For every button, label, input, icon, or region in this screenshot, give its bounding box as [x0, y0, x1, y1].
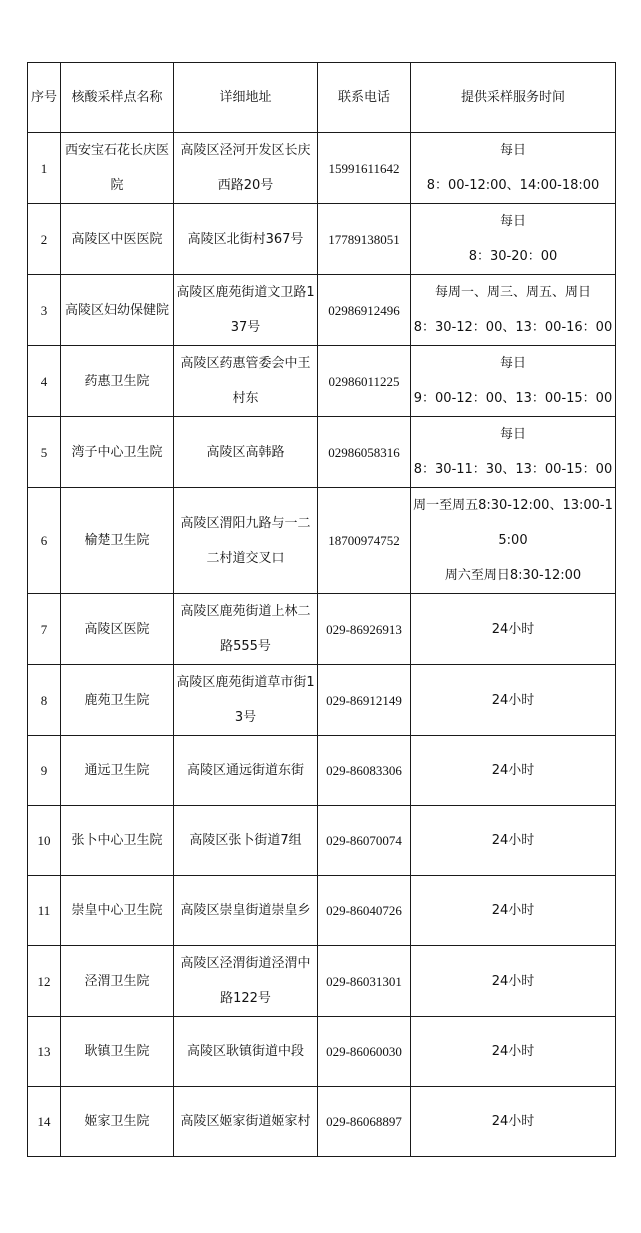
site-address: 高陵区渭阳九路与一二二村道交叉口	[174, 488, 318, 594]
row-seq: 6	[28, 488, 61, 594]
service-time	[411, 204, 616, 275]
site-phone: 02986058316	[318, 417, 411, 488]
service-time-line: 8：30-11：30、13：00-15：00	[413, 462, 613, 477]
table-row	[28, 275, 616, 346]
row-seq: 9	[28, 736, 61, 806]
site-name: 西安宝石花长庆医院	[61, 133, 174, 204]
table-row	[28, 204, 616, 275]
row-seq: 13	[28, 1017, 61, 1087]
header-service-time: 提供采样服务时间	[411, 63, 616, 133]
sampling-sites-table	[27, 62, 616, 1157]
service-time-line: 9：00-12：00、13：00-15：00	[413, 391, 613, 406]
service-time	[411, 417, 616, 488]
site-name: 姬家卫生院	[61, 1087, 174, 1157]
service-time-line: 每日	[499, 356, 526, 371]
site-phone: 029-86060030	[318, 1017, 411, 1087]
header-phone: 联系电话	[318, 63, 411, 133]
row-seq: 12	[28, 946, 61, 1017]
site-address: 高陵区崇皇街道崇皇乡	[174, 876, 318, 946]
service-time-line: 每日	[499, 214, 526, 229]
table-row	[28, 346, 616, 417]
table-header	[28, 63, 616, 133]
service-time	[411, 346, 616, 417]
site-phone: 15991611642	[318, 133, 411, 204]
service-time-line: 24小时	[491, 903, 535, 918]
table-row	[28, 1087, 616, 1157]
service-time-line: 8：00-12:00、14:00-18:00	[426, 178, 600, 193]
service-time-line: 8：30-20：00	[468, 249, 558, 264]
row-seq: 4	[28, 346, 61, 417]
row-seq: 10	[28, 806, 61, 876]
site-phone: 029-86068897	[318, 1087, 411, 1157]
table-row	[28, 665, 616, 736]
site-phone: 029-86926913	[318, 594, 411, 665]
service-time	[411, 946, 616, 1017]
site-name: 高陵区中医医院	[61, 204, 174, 275]
service-time	[411, 275, 616, 346]
site-address: 高陵区药惠管委会中王村东	[174, 346, 318, 417]
service-time-line: 每日	[499, 427, 526, 442]
row-seq: 14	[28, 1087, 61, 1157]
service-time-line: 24小时	[491, 621, 535, 637]
row-seq: 8	[28, 665, 61, 736]
service-time-line: 每周一、周三、周五、周日	[434, 285, 591, 300]
service-time	[411, 736, 616, 806]
site-phone: 029-86083306	[318, 736, 411, 806]
service-time-line: 24小时	[491, 1044, 535, 1059]
header-address: 详细地址	[174, 63, 318, 133]
site-phone: 02986011225	[318, 346, 411, 417]
service-time-line: 每日	[499, 143, 526, 158]
header-row	[28, 63, 616, 133]
site-phone: 17789138051	[318, 204, 411, 275]
site-phone: 02986912496	[318, 275, 411, 346]
site-phone: 029-86912149	[318, 665, 411, 736]
row-seq: 11	[28, 876, 61, 946]
site-name: 张卜中心卫生院	[61, 806, 174, 876]
site-address: 高陵区泾渭街道泾渭中路122号	[174, 946, 318, 1017]
service-time-line: 24小时	[491, 763, 535, 778]
table-row	[28, 1017, 616, 1087]
site-name: 崇皇中心卫生院	[61, 876, 174, 946]
table-row	[28, 594, 616, 665]
row-seq: 2	[28, 204, 61, 275]
site-phone: 029-86070074	[318, 806, 411, 876]
service-time	[411, 133, 616, 204]
site-address: 高陵区北街村367号	[174, 204, 318, 275]
table-body	[28, 133, 616, 1157]
site-address: 高陵区泾河开发区长庆西路20号	[174, 133, 318, 204]
header-seq: 序号	[28, 63, 61, 133]
service-time-line: 24小时	[491, 692, 535, 708]
table-row	[28, 806, 616, 876]
site-name: 通远卫生院	[61, 736, 174, 806]
service-time	[411, 488, 616, 594]
site-address: 高陵区通远街道东街	[174, 736, 318, 806]
site-phone: 18700974752	[318, 488, 411, 594]
row-seq: 3	[28, 275, 61, 346]
row-seq: 5	[28, 417, 61, 488]
table-row	[28, 946, 616, 1017]
site-phone: 029-86031301	[318, 946, 411, 1017]
site-address: 高陵区姬家街道姬家村	[174, 1087, 318, 1157]
site-phone: 029-86040726	[318, 876, 411, 946]
service-time-line: 24小时	[491, 973, 535, 989]
site-address: 高陵区张卜街道7组	[174, 806, 318, 876]
table-row	[28, 417, 616, 488]
row-seq: 7	[28, 594, 61, 665]
table-row	[28, 488, 616, 594]
table-row	[28, 876, 616, 946]
site-name: 湾子中心卫生院	[61, 417, 174, 488]
site-address: 高陵区鹿苑街道文卫路137号	[174, 275, 318, 346]
site-name: 药惠卫生院	[61, 346, 174, 417]
site-address: 高陵区耿镇街道中段	[174, 1017, 318, 1087]
site-name: 高陵区妇幼保健院	[61, 275, 174, 346]
site-address: 高陵区鹿苑街道草市街13号	[174, 665, 318, 736]
site-name: 榆楚卫生院	[61, 488, 174, 594]
service-time	[411, 1017, 616, 1087]
service-time-line: 24小时	[491, 833, 535, 848]
site-name: 高陵区医院	[61, 594, 174, 665]
service-time-line: 周六至周日8:30-12:00	[444, 568, 582, 583]
header-name: 核酸采样点名称	[61, 63, 174, 133]
site-address: 高陵区高韩路	[174, 417, 318, 488]
service-time-line: 8：30-12：00、13：00-16：00	[413, 320, 613, 335]
table-row	[28, 133, 616, 204]
service-time	[411, 806, 616, 876]
site-name: 鹿苑卫生院	[61, 665, 174, 736]
service-time-line: 周一至周五8:30-12:00、13:00-15:00	[413, 498, 613, 548]
service-time-line: 24小时	[491, 1114, 535, 1129]
service-time	[411, 594, 616, 665]
site-name: 耿镇卫生院	[61, 1017, 174, 1087]
service-time	[411, 876, 616, 946]
row-seq: 1	[28, 133, 61, 204]
service-time	[411, 665, 616, 736]
site-address: 高陵区鹿苑街道上林二路555号	[174, 594, 318, 665]
table-row	[28, 736, 616, 806]
service-time	[411, 1087, 616, 1157]
site-name: 泾渭卫生院	[61, 946, 174, 1017]
